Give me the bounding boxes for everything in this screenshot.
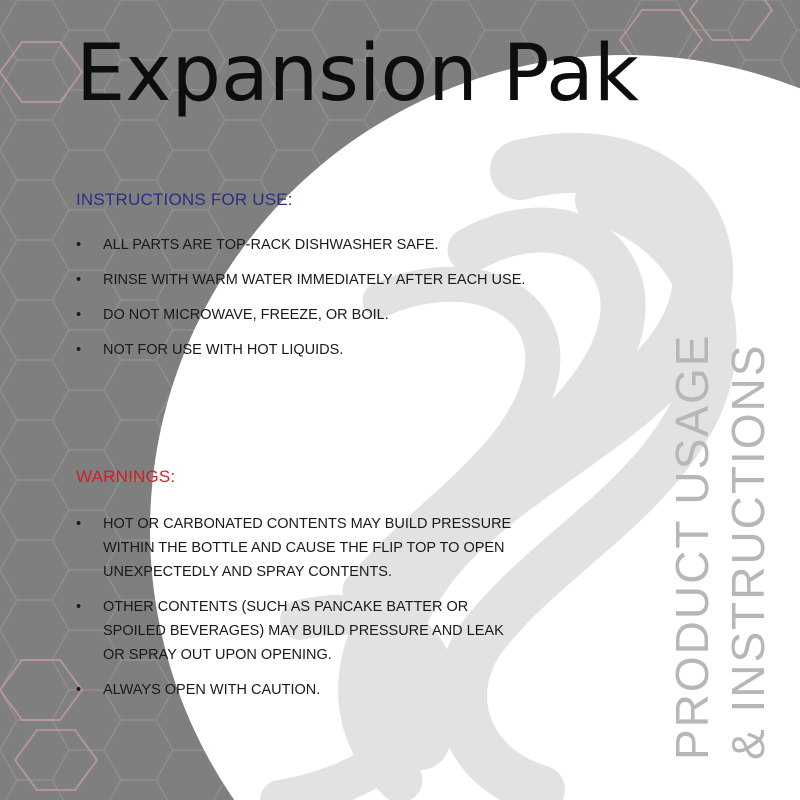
instruction-text: ALL PARTS ARE TOP-RACK DISHWASHER SAFE. bbox=[103, 237, 439, 253]
list-item bbox=[76, 234, 526, 257]
instruction-text: RINSE WITH WARM WATER IMMEDIATELY AFTER EACH USE. bbox=[103, 272, 526, 288]
list-item bbox=[76, 678, 526, 702]
bullet-icon: • bbox=[76, 516, 82, 532]
list-item bbox=[76, 269, 526, 292]
side-label-line-1: PRODUCT USAGE bbox=[666, 333, 718, 760]
bullet-icon: • bbox=[76, 237, 82, 253]
instructions-list bbox=[76, 234, 526, 374]
instruction-text: DO NOT MICROWAVE, FREEZE, OR BOIL. bbox=[103, 307, 389, 323]
list-item bbox=[76, 304, 526, 327]
side-label-line-2: & INSTRUCTIONS bbox=[722, 343, 774, 760]
warnings-heading: WARNINGS: bbox=[76, 467, 176, 486]
list-item bbox=[76, 595, 526, 667]
list-item bbox=[76, 339, 526, 362]
bullet-icon: • bbox=[76, 599, 82, 615]
list-item bbox=[76, 512, 526, 584]
instruction-text: NOT FOR USE WITH HOT LIQUIDS. bbox=[103, 342, 344, 358]
bullet-icon: • bbox=[76, 342, 82, 358]
bullet-icon: • bbox=[76, 272, 82, 288]
warnings-list bbox=[76, 512, 526, 713]
warning-text: OTHER CONTENTS (SUCH AS PANCAKE BATTER OR SPOILED BEVERAGES) MAY BUILD PRESSURE AND LEAK OR SPRAY OUT UPON OPENING. bbox=[103, 599, 504, 663]
page-title: Expansion Pak bbox=[76, 29, 639, 119]
side-label-vertical bbox=[664, 333, 776, 760]
bullet-icon: • bbox=[76, 307, 82, 323]
instructions-heading: INSTRUCTIONS FOR USE: bbox=[76, 190, 293, 209]
warning-text: HOT OR CARBONATED CONTENTS MAY BUILD PRESSURE WITHIN THE BOTTLE AND CAUSE THE FLIP TOP TO OPEN UNEXPECTEDLY AND SPRAY CONTENTS. bbox=[103, 516, 512, 580]
bullet-icon: • bbox=[76, 682, 82, 698]
warning-text: ALWAYS OPEN WITH CAUTION. bbox=[103, 682, 321, 698]
